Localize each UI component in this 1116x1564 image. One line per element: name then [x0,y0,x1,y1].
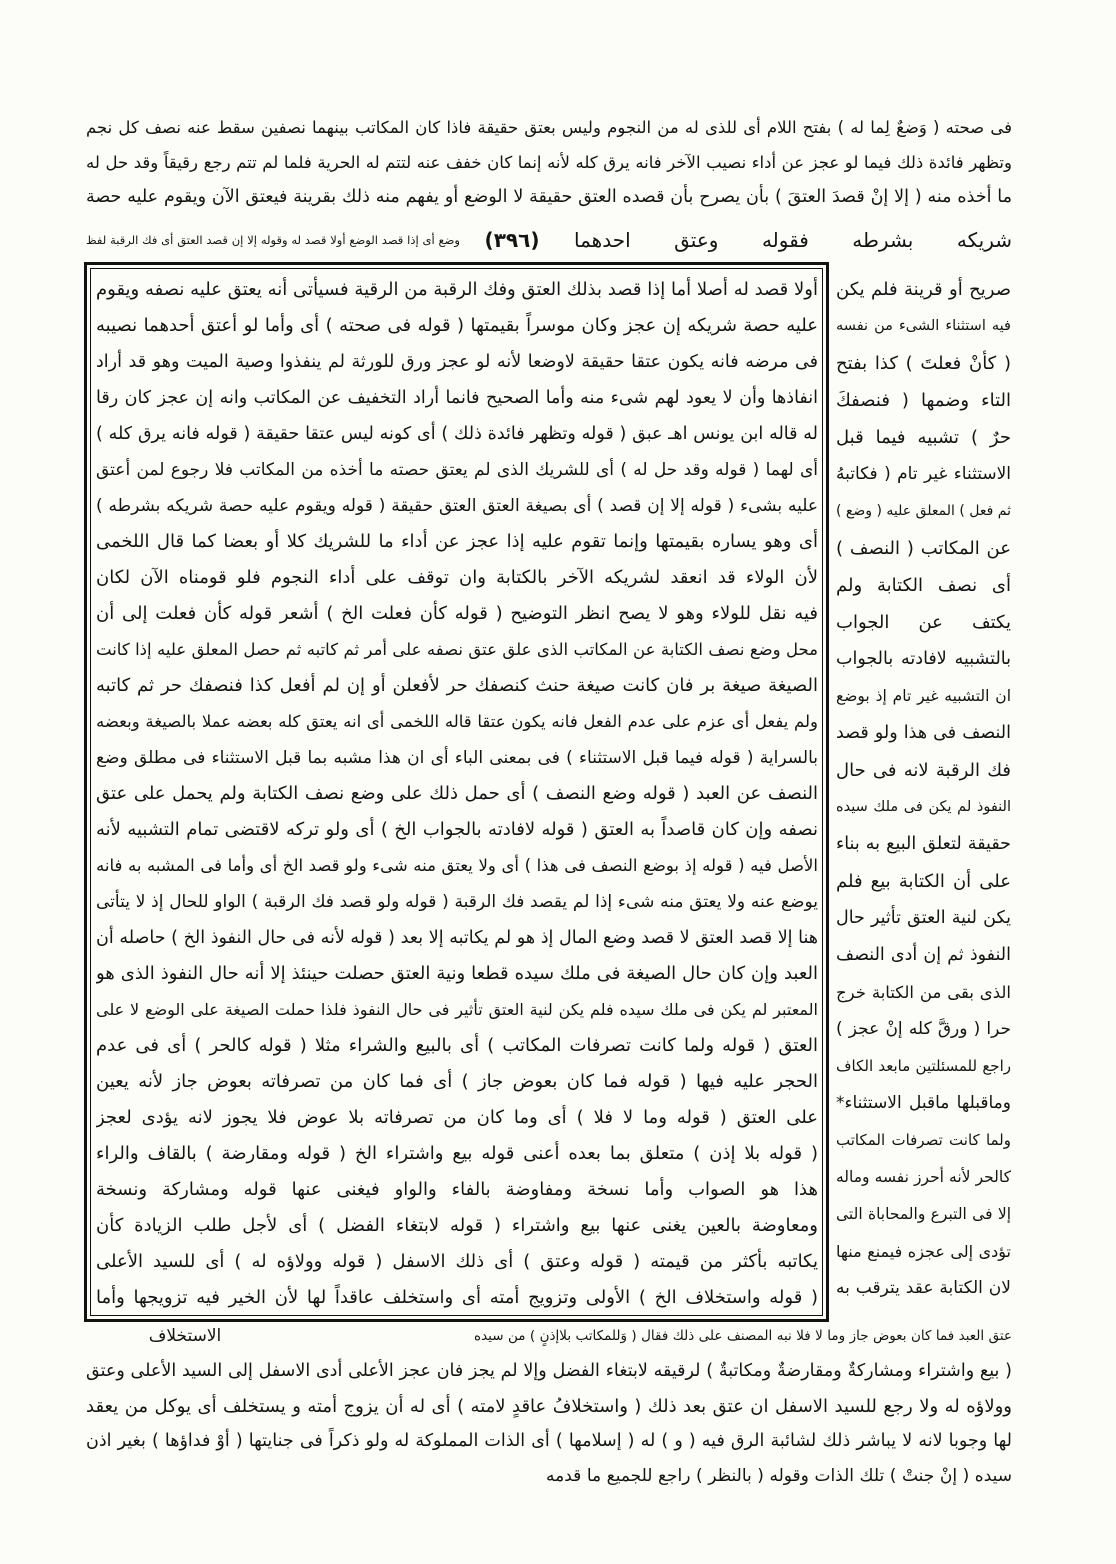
side-column-line: على أن الكتابة بيع فلم [836,871,1011,892]
side-column-line: حرٌ ) تشبيه فيما قبل [836,427,1011,448]
main-text-line: وتظهر فائدة ذلك فيما لو عجز عن أداء نصيب الآخر فانه يرق كله لأنه إنما كان خفف عنه لتتم له الحرية فلما لم تتم رجع رقيقاً وقد حل له [86,153,1012,172]
side-column-line: تؤدى إلى عجزه فيمنع منها [836,1242,1011,1261]
hashiya-line: فى مرضه فانه يكون عتقا حقيقة لاوضعا لأنه لو عجز ورق للورثة لم ينفذوا وصية الميت وهو قد أراد [96,352,818,372]
side-column-line: ثم فعل ) المعلق عليه ( وضع ) [836,503,1011,519]
hashiya-line: ( قوله بلا إذن ) متعلق بما بعده أعنى قوله بيع واشتراء الخ ( قوله ومقارضة ) بالقاف والراء [96,1143,818,1164]
hashiya-line: الحجر عليه فيها ( قوله فما كان بعوض جاز ) أى فما كان من تصرفاته بعوض جاز لأنه يعين [96,1071,818,1092]
hashiya-line: عليه حصة شريكه إن عجز وكان موسراً بقيمتها ( قوله فى صحته ) أى وأما لو أعتق أحدهما نصيبه [96,315,818,336]
hashiya-line: المعتبر لم يكن فى ملك سيده فلم يكن لنية العتق تأثير فى حال النفوذ فلذا حملت الصيغة على الوضع لا على [96,1000,818,1019]
side-column-line: راجع للمسئلتين مابعد الكاف [836,1057,1011,1075]
side-column-line: الاستثناء غير تام ( فكاتبهُ [836,464,1011,484]
side-column-line: ( كأنْ فعلتَ ) كذا بفتح [836,353,1011,374]
hashiya-line: أى وهو يساره بقيمتها وإنما تقوم عليه إذا عجز عن أداء ما للشريك كلا أو بعضا كما قال اللخمى [96,531,818,552]
hashiya-line: نصفه وإن كان قاصداً به العتق ( قوله لافادته بالجواب الخ ) أى ولو تركه لاقتضى تمام التشبيه لأنه [96,819,818,840]
hashiya-line: العتق ( قوله ولما كانت تصرفات المكاتب ) أى بالبيع والشراء مثلا ( قوله كالحر ) أى فى عدم [96,1035,818,1056]
header-text-left: وضع أى إذا قصد الوضع أولا قصد له وقوله إلا إن قصد العتق أى فك الرقبة لفظ [86,233,460,247]
hashiya-line: فيه نقل للولاء وهو لا يصح انظر التوضيح ( قوله كأن فعلت الخ ) أشعر قوله كأن فعلت إلى أن [96,603,818,624]
hashiya-line: لأن الولاء قد انعقد لشريكه الآخر بالكتابة وان توقف على أداء النجوم فلو قومناه الآن لكان [96,567,818,588]
hashiya-line: العبد وإن كان حال الصيغة فى ملك سيده قطعا ونية العتق حصلت حينئذ إلا أنه حال النفوذ الذى هو [96,963,818,984]
side-column-line: بالتشبيه لافادته بالجواب [836,649,1011,669]
main-text-line: فى صحته ( وَضعٌ لِما له ) بفتح اللام أى للذى له من النجوم وليس بعتق حقيقة فاذا كان المكاتب بينهما نصفين سقط عنه نصف كل نجم [86,118,1012,137]
side-column-line: فيه استثناء الشىء من نفسه [836,318,1011,334]
hashiya-line: انفاذها وأن لا يعود لهم شىء منه وأما الصحيح فانما أراد التخفيف عن المكاتب وانه إن عجز كان رقا [96,388,818,408]
hashiya-line: هذا هو الصواب وأما نسخة ومفاوضة بالفاء والواو فيغنى عنها قوله ومشاركة ونسخة [96,1179,818,1200]
hashiya-line: ومعاوضة بالعين يغنى عنها بيع واشتراء ( قوله لابتغاء الفضل ) أى لأجل طلب الزيادة كأن [96,1215,818,1236]
hashiya-line: عليه بشىء ( قوله إلا إن قصد ) أى بصيغة العتق العتق حقيقة ( قوله ويقوم عليه حصة شريكه بشرطه ) [96,496,818,516]
hashiya-line: أى لهما ( قوله وقد حل له ) أى للشريك الذى لم يعتق حصته ما أخذه من المكاتب فلا رجوع لمن أعتق [96,460,818,480]
side-column-line: النصف فى هذا ولو قصد [836,723,1011,743]
hashiya-line: الأصل فيه ( قوله إذ بوضع النصف فى هذا ) أى ولا يعتق منه شىء ولو قصد الخ أى وأما فى المشبه به فانه [96,856,818,875]
page-number: (٣٩٦) [484,228,540,252]
side-column-line: ان التشبيه غير تام إذ بوضع [836,687,1011,705]
hashiya-text [96,272,818,1316]
hashiya-line: النصف عن العبد ( قوله وضع النصف ) أى حمل ذلك على وضع نصف الكتابة ولم يحمل على عتق [96,783,818,804]
hashiya-line: الصيغة صيغة بر فان كانت صيغة حنث كنصفك حر لأفعلن أو إن لم أفعل كذا فنصفك حر ثم كاتبه [96,675,818,696]
side-column-line: ولما كانت تصرفات المكاتب [836,1131,1011,1149]
main-text-line: ما أخذه منه ( إلا إنْ قصدَ العتقَ ) بأن يصرح بأن قصده العتق حقيقة لا الوضع أو يفهم منه ذلك بقرينة فيعتق الآن ويقوم عليه حصة [86,187,1012,207]
side-column-line: صريح أو قرينة فلم يكن [836,279,1011,300]
side-column-line: أى نصف الكتابة ولم [836,575,1011,596]
side-column-line: عن المكاتب ( النصف ) [836,538,1011,559]
hashiya-line: ( قوله واستخلاف الخ ) الأولى وتزويج أمته أى واستخلف عاقداً لها لأن الخير فيه تزويجها وأما [96,1287,818,1308]
hashiya-line: يوضع عنه ولا يعتق منه شىء إذا لم يقصد فك الرقبة ( قوله ولو قصد فك الرقبة ) الواو للحال إذ لا يتأتى [96,892,818,912]
hashiya-line: على العتق ( قوله وما لا فلا ) أى وما كان من تصرفاته بلا عوض فلا يجوز لانه يؤدى لعجز [96,1107,818,1128]
side-column-line: النفوذ ثم إن أدى النصف [836,945,1011,965]
side-column-line: يكتف عن الجواب [836,612,1011,633]
hashiya-line: بالسراية ( قوله فيما قبل الاستثناء ) فى بمعنى الباء أى ان هذا مشبه بما قبل الاستثناء فى مطلق وضع [96,748,818,768]
main-text-line: سيده ( إنْ جنتْ ) تلك الذات وقوله ( بالنظر ) راجع للجميع ما قدمه [546,1466,1012,1486]
hashiya-line: هنا إلا قصد العتق لا قصد وضع المال إذ هو لم يكاتبه إلا بعد ( قوله لأنه فى حال النفوذ الخ ) حاصله أن [96,928,818,948]
header-text-right: شريكه بشرطه فقوله وعتق احدهما [574,228,1012,252]
side-column-line: التاء وضمها ( فنصفكَ [836,390,1011,411]
main-text-top [86,110,1012,215]
main-text-line: لها وجوبا لانه لا يباشر ذلك لشائبة الرق فيه ( و ) له ( إسلامها ) أى الذات المملوكة له ولو ذكراً فى جنايتها ( أوْ فداؤها ) بغير اذن [86,1431,1012,1451]
hashiya-line: ولم يفعل أى عزم على عدم الفعل فانه يكون عتقا قاله اللخمى أى انه يعتق كله بعضه عملا بالصيغة وبعضه [96,712,818,731]
main-text-line: وولاؤه له ولا رجع للسيد الاسفل ان عتق بعد ذلك ( واستخلافُ عاقدٍ لامته ) أى له أن يزوج أمته و يستخلف أى يوكل من يعقد [86,1396,1012,1417]
page-header-line [86,222,1012,258]
side-column-line: الذى بقى من الكتابة خرج [836,983,1011,1002]
hashiya-line: أولا قصد له أصلا أما إذا قصد بذلك العتق وفك الرقبة من الرقية فسيأتى أنه يعتق عليه نصفه ويقوم [96,279,818,300]
side-column-line: حرا ( ورقَّ كله إنْ عجز ) [836,1019,1011,1039]
catchword: الاستخلاف [148,1326,222,1346]
hashiya-line: له قاله ابن يونس اهـ عبق ( قوله وتظهر فائدة ذلك ) أى كونه ليس عتقا حقيقة ( قوله فانه يرق كله ) [96,424,818,444]
side-column-line: إلا فى التبرع والمحاباة التى [836,1205,1011,1223]
side-column-line: لان الكتابة عقد يترقب به [836,1278,1011,1298]
main-text-side-column [836,271,1011,1307]
side-column-line: كالحر لأنه أحرز نفسه وماله [836,1168,1011,1186]
side-column-line: النفوذ لم يكن فى ملك سيده [836,799,1011,815]
side-column-line: فك الرقبة لانه فى حال [836,760,1011,781]
side-column-line: وماقبلها ماقبل الاستثناء* [836,1093,1011,1113]
main-text-line: ( بيع واشتراء ومشاركةٌ ومقارضةٌ ومكاتبةٌ ) لرقيقه لابتغاء الفضل وإلا لم يجز فان عجز الأعلى أدى الاسفل إلى السيد الأعلى وعتق [86,1361,1012,1381]
main-text-line: عتق العبد فما كان بعوض جاز وما لا فلا نبه المصنف على ذلك فقال ( وَللمكاتب بلاإذنٍ ) من سيده [474,1328,1012,1344]
side-column-line: يكن لنية العتق تأثير حال [836,908,1011,928]
hashiya-line: محل وضع نصف الكتابة عن المكاتب الذى علق عتق نصفه على أمر ثم كاتبه ثم حصل المعلق عليه إذا كانت [96,640,818,659]
hashiya-line: يكاتبه بأكثر من قيمته ( قوله وعتق ) أى ذلك الاسفل ( قوله وولاؤه له ) أى للسيد الأعلى [96,1251,818,1272]
side-column-line: حقيقة لتعلق البيع به بناء [836,834,1011,854]
